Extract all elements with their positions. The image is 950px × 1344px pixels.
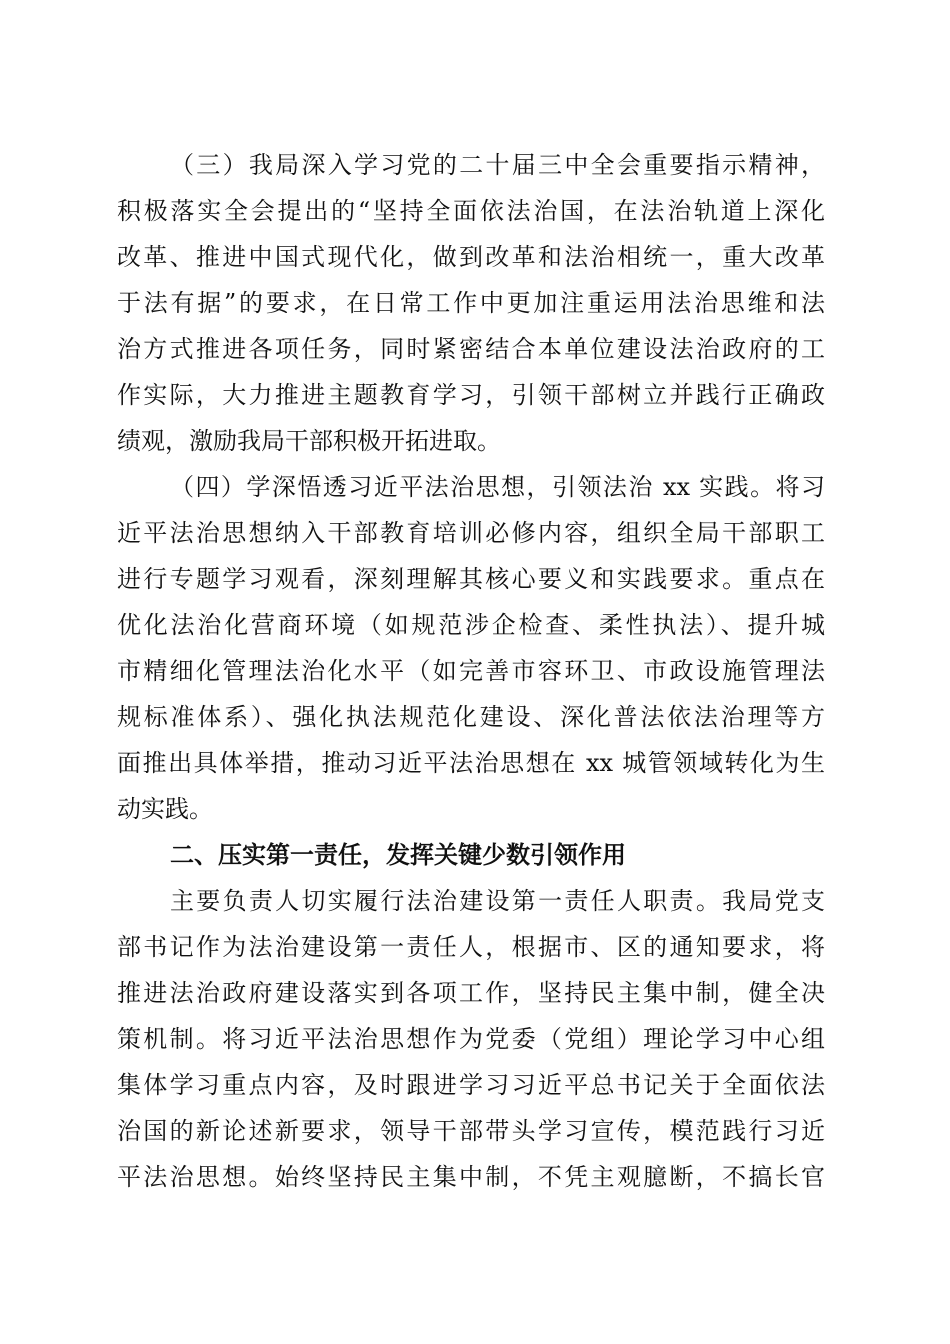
para5-line-2: 部书记作为法治建设第一责任人，根据市、区的通知要求，将 xyxy=(117,933,825,961)
para5-line-3: 推进法治政府建设落实到各项工作，坚持民主集中制，健全决 xyxy=(117,979,825,1007)
para3-line-5: 治方式推进各项任务，同时紧密结合本单位建设法治政府的工 xyxy=(117,335,825,363)
para5-line-7: 平法治思想。始终坚持民主集中制，不凭主观臆断，不搞长官 xyxy=(117,1163,825,1191)
para5-line-1: 主要负责人切实履行法治建设第一责任人职责。我局党支 xyxy=(170,887,825,915)
para3-line-6: 作实际，大力推进主题教育学习，引领干部树立并践行正确政 xyxy=(117,381,825,409)
para4-line-6: 规标准体系）、强化执法规范化建设、深化普法依法治理等方 xyxy=(117,703,825,731)
para4-line-1: （四）学深悟透习近平法治思想，引领法治 xx 实践。将习 xyxy=(170,473,825,501)
para3-line-2: 积极落实全会提出的“坚持全面依法治国，在法治轨道上深化 xyxy=(117,197,825,225)
para4-line-2: 近平法治思想纳入干部教育培训必修内容，组织全局干部职工 xyxy=(117,519,825,547)
para4-line-4: 优化法治化营商环境（如规范涉企检查、柔性执法）、提升城 xyxy=(117,611,825,639)
para5-line-4: 策机制。将习近平法治思想作为党委（党组）理论学习中心组 xyxy=(117,1025,825,1053)
para4-line-8: 动实践。 xyxy=(117,795,213,823)
para3-line-1: （三）我局深入学习党的二十届三中全会重要指示精神， xyxy=(170,151,825,179)
para5-line-5: 集体学习重点内容，及时跟进学习习近平总书记关于全面依法 xyxy=(117,1071,825,1099)
para4-line-3: 进行专题学习观看，深刻理解其核心要义和实践要求。重点在 xyxy=(117,565,825,593)
para3-line-7: 绩观，激励我局干部积极开拓进取。 xyxy=(117,427,501,455)
para3-line-4: 于法有据”的要求，在日常工作中更加注重运用法治思维和法 xyxy=(117,289,825,317)
para3-line-3: 改革、推进中国式现代化，做到改革和法治相统一，重大改革 xyxy=(117,243,825,271)
para4-line-5: 市精细化管理法治化水平（如完善市容环卫、市政设施管理法 xyxy=(117,657,825,685)
para5-line-6: 治国的新论述新要求，领导干部带头学习宣传，模范践行习近 xyxy=(117,1117,825,1145)
para4-line-7: 面推出具体举措，推动习近平法治思想在 xx 城管领域转化为生 xyxy=(117,749,825,777)
section-2-heading: 二、压实第一责任，发挥关键少数引领作用 xyxy=(170,841,626,869)
